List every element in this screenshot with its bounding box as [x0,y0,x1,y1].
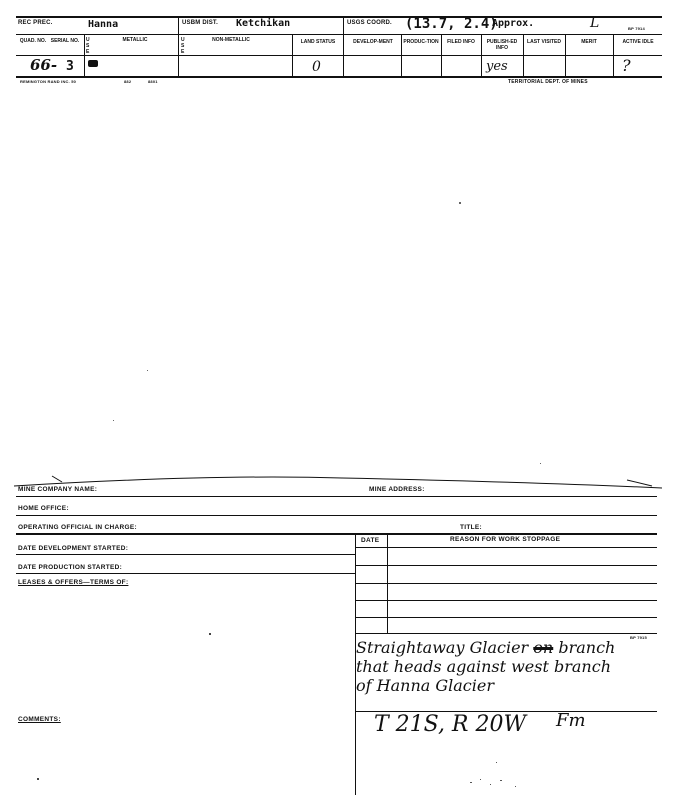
home-office-label: HOME OFFICE: [18,505,69,512]
col-metallic: METALLIC [122,37,148,43]
col-published-info: PUBLISH-ED INFO [486,39,518,51]
col-serial: SERIAL NO. [50,38,80,44]
divider-land [292,34,293,76]
usbm-dist-label: USBM DIST. [182,20,219,26]
row-published: yes [486,59,508,74]
note-tag: Fm [556,710,586,731]
divider-coord [343,16,344,76]
table-bottom-line [355,633,657,634]
speck [470,782,472,783]
divider-prod [401,34,402,76]
footer-code2: 8801 [148,79,158,84]
col-metallic-code: U S E [86,37,90,55]
divider-filed [441,34,442,76]
rec-prec-value: Hanna [88,19,119,30]
leases-label: LEASES & OFFERS—TERMS OF: [18,579,129,586]
operating-official-label: OPERATING OFFICIAL IN CHARGE: [18,524,137,531]
col-land-status: LAND STATUS [300,39,336,45]
divider-active [613,34,614,76]
col-filed-info: FILED INFO [447,39,475,45]
row-land-status: 0 [312,59,321,75]
table-row-line [355,565,657,566]
speck [515,786,516,787]
dev-started-label: DATE DEVELOPMENT STARTED: [18,545,129,552]
speck [500,780,502,781]
note-location: T 21S, R 20W [374,712,527,737]
note-line-1 [356,640,615,656]
line-home-office [16,515,657,516]
table-row-line [355,617,657,618]
speck [113,420,114,421]
prod-started-label: DATE PRODUCTION STARTED: [18,564,123,571]
rec-prec-label: REC PREC. [18,20,53,26]
footer-code1: 882 [124,79,132,84]
note-line-2: that heads against west branch [356,657,611,676]
form-number-top: BP 7914 [628,26,645,31]
date-col-label: DATE [361,537,380,544]
speck [480,779,481,780]
footer-printer: REMINGTON RAND INC. 50 [20,79,77,84]
note-line-1b-text: branch [558,638,616,657]
top-card-border [16,16,662,18]
usbm-dist-value: Ketchikan [236,18,291,29]
note-struck-word: on [533,638,554,657]
usgs-coord-label: USGS COORD. [347,20,392,26]
divider-merit [565,34,566,76]
table-header-line [355,547,657,548]
speck [209,633,211,635]
footer-dept: TERRITORIAL DEPT. OF MINES [508,79,588,85]
table-row-line [355,600,657,601]
row-quad: 66- [30,56,58,74]
speck [540,463,541,464]
card-top-edge [12,470,666,490]
reason-col-label: REASON FOR WORK STOPPAGE [450,536,561,543]
speck [37,778,39,780]
metallic-redaction-mark [88,60,98,67]
col-quad: QUAD. NO. [19,38,47,44]
table-row-line [355,583,657,584]
corner-mark: L [590,15,600,31]
line-official [16,533,657,535]
mine-address-label: MINE ADDRESS: [369,486,425,493]
row-active-idle: ? [622,56,631,75]
speck [496,762,497,763]
divider-published [481,34,482,76]
note-line-1-text: Straightaway Glacier [356,638,529,657]
form-number-bottom: BP 7915 [630,635,647,640]
col-nonmetallic: NON-METALLIC [212,37,250,43]
line-prod-started [16,573,355,574]
note-line-3: of Hanna Glacier [356,676,494,695]
speck [147,370,148,371]
row-serial: 3 [66,59,74,74]
col-development: DEVELOP-MENT [353,39,393,45]
col-nonmetallic-code: U S E [181,37,185,55]
approx-label: Approx. [492,18,535,29]
usgs-coord-value: (13.7, 2.4) [405,16,498,32]
data-row-bottom [16,76,662,78]
mine-company-label: MINE COMPANY NAME: [18,486,98,493]
col-last-visited: LAST VISITED [527,39,561,45]
line-dev-started [16,554,355,555]
divider-last [523,34,524,76]
col-production: PRODUC-TION [403,39,439,45]
comments-label: COMMENTS: [18,716,61,723]
divider-dist [178,16,179,76]
col-merit: MERIT [581,39,597,45]
divider-metallic [84,34,85,76]
title-label: TITLE: [460,524,483,531]
speck [490,784,491,785]
line-company [16,496,657,497]
speck [459,202,461,204]
col-active-idle: ACTIVE IDLE [622,39,654,45]
